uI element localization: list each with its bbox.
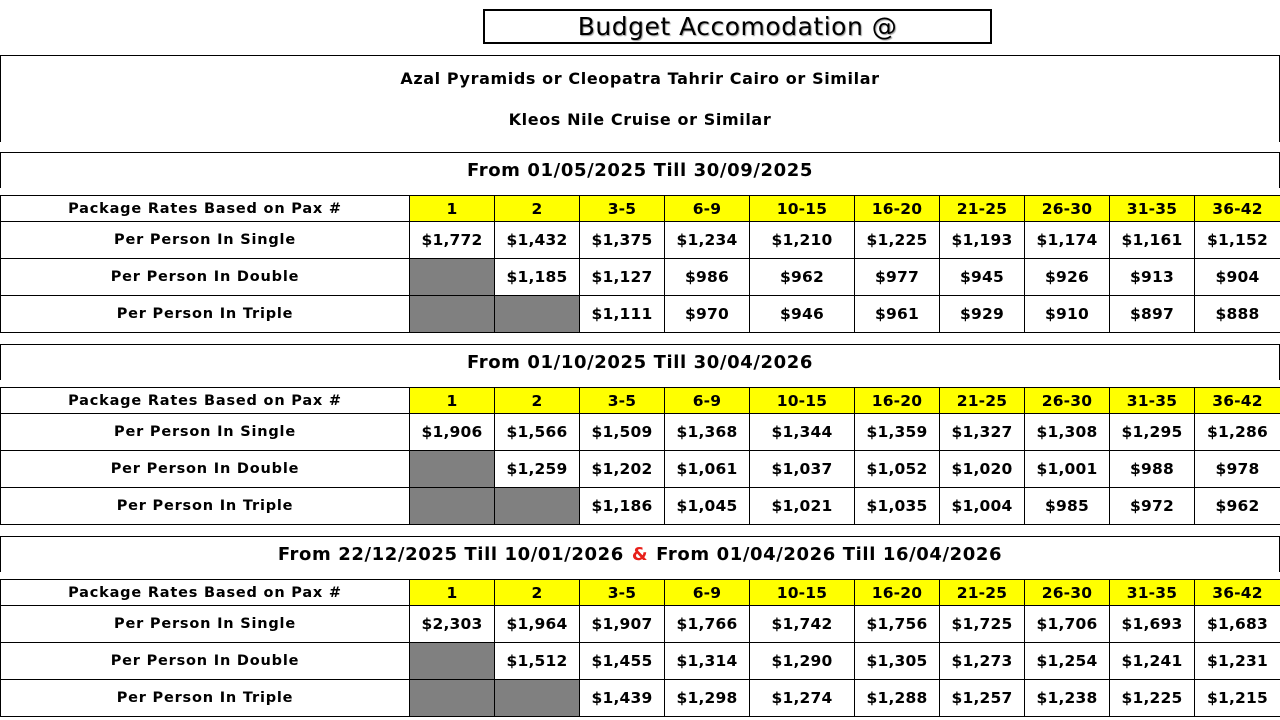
pax-group-header: 31-35 xyxy=(1110,580,1195,606)
pax-group-header: 36-42 xyxy=(1195,196,1280,222)
rate-cell: $1,683 xyxy=(1195,606,1280,643)
pax-group-header: 26-30 xyxy=(1025,196,1110,222)
unavailable-cell xyxy=(410,680,495,717)
rate-cell: $1,225 xyxy=(1110,680,1195,717)
rate-cell: $1,288 xyxy=(855,680,940,717)
rate-cell: $1,234 xyxy=(665,222,750,259)
rate-row-double xyxy=(1,259,1280,296)
pax-group-header: 16-20 xyxy=(855,580,940,606)
header-label: Package Rates Based on Pax # xyxy=(1,580,410,606)
pax-group-header: 3-5 xyxy=(580,388,665,414)
rate-cell: $888 xyxy=(1195,296,1280,333)
pax-group-header: 16-20 xyxy=(855,388,940,414)
unavailable-cell xyxy=(495,488,580,525)
pax-group-header: 26-30 xyxy=(1025,388,1110,414)
pax-group-header: 31-35 xyxy=(1110,196,1195,222)
rate-row-double xyxy=(1,451,1280,488)
rate-cell: $962 xyxy=(750,259,855,296)
rate-cell: $1,772 xyxy=(410,222,495,259)
rate-cell: $1,259 xyxy=(495,451,580,488)
rate-cell: $1,512 xyxy=(495,643,580,680)
rates-table-period-3 xyxy=(0,579,1280,717)
rate-cell: $988 xyxy=(1110,451,1195,488)
hotel-cairo: Azal Pyramids or Cleopatra Tahrir Cairo or Similar xyxy=(400,69,880,88)
rate-cell: $1,273 xyxy=(940,643,1025,680)
header-label: Package Rates Based on Pax # xyxy=(1,388,410,414)
rate-cell: $1,756 xyxy=(855,606,940,643)
pax-group-header: 6-9 xyxy=(665,388,750,414)
pax-group-header: 36-42 xyxy=(1195,388,1280,414)
rate-cell: $1,907 xyxy=(580,606,665,643)
pax-group-header: 1 xyxy=(410,580,495,606)
rate-row-double xyxy=(1,643,1280,680)
rate-cell: $946 xyxy=(750,296,855,333)
rate-cell: $972 xyxy=(1110,488,1195,525)
row-label: Per Person In Single xyxy=(1,222,410,259)
rate-cell: $1,020 xyxy=(940,451,1025,488)
rate-cell: $1,725 xyxy=(940,606,1025,643)
pax-group-header: 6-9 xyxy=(665,196,750,222)
rate-cell: $904 xyxy=(1195,259,1280,296)
rate-cell: $1,432 xyxy=(495,222,580,259)
rate-cell: $1,231 xyxy=(1195,643,1280,680)
rate-cell: $1,202 xyxy=(580,451,665,488)
pax-group-header: 26-30 xyxy=(1025,580,1110,606)
rate-cell: $926 xyxy=(1025,259,1110,296)
row-label: Per Person In Single xyxy=(1,606,410,643)
row-label: Per Person In Triple xyxy=(1,296,410,333)
rate-cell: $1,693 xyxy=(1110,606,1195,643)
rate-row-triple xyxy=(1,488,1280,525)
rate-row-triple xyxy=(1,680,1280,717)
pax-group-header: 10-15 xyxy=(750,580,855,606)
unavailable-cell xyxy=(410,296,495,333)
rate-cell: $1,274 xyxy=(750,680,855,717)
rate-cell: $1,045 xyxy=(665,488,750,525)
header-row xyxy=(1,196,1280,222)
ampersand-separator: & xyxy=(631,544,649,565)
unavailable-cell xyxy=(495,296,580,333)
hotel-cruise: Kleos Nile Cruise or Similar xyxy=(508,110,772,129)
rate-cell: $910 xyxy=(1025,296,1110,333)
rate-cell: $1,327 xyxy=(940,414,1025,451)
rates-table-period-2 xyxy=(0,387,1280,525)
rate-cell: $1,186 xyxy=(580,488,665,525)
rate-row-triple xyxy=(1,296,1280,333)
pax-group-header: 2 xyxy=(495,196,580,222)
period-3-title-part2: From 01/04/2026 Till 16/04/2026 xyxy=(656,544,1003,565)
rate-cell: $1,004 xyxy=(940,488,1025,525)
rate-cell: $1,314 xyxy=(665,643,750,680)
rate-row-single xyxy=(1,414,1280,451)
rate-cell: $1,185 xyxy=(495,259,580,296)
rate-cell: $913 xyxy=(1110,259,1195,296)
rate-cell: $1,375 xyxy=(580,222,665,259)
row-label: Per Person In Double xyxy=(1,259,410,296)
period-3-title xyxy=(0,536,1280,572)
rate-cell: $1,706 xyxy=(1025,606,1110,643)
rate-cell: $970 xyxy=(665,296,750,333)
rate-cell: $1,210 xyxy=(750,222,855,259)
row-label: Per Person In Double xyxy=(1,643,410,680)
period-2-title xyxy=(0,344,1280,380)
rate-cell: $1,152 xyxy=(1195,222,1280,259)
pax-group-header: 21-25 xyxy=(940,196,1025,222)
rate-cell: $1,161 xyxy=(1110,222,1195,259)
rate-cell: $897 xyxy=(1110,296,1195,333)
rate-cell: $1,566 xyxy=(495,414,580,451)
rate-cell: $1,193 xyxy=(940,222,1025,259)
rate-cell: $1,215 xyxy=(1195,680,1280,717)
pax-group-header: 31-35 xyxy=(1110,388,1195,414)
unavailable-cell xyxy=(410,451,495,488)
rate-cell: $1,305 xyxy=(855,643,940,680)
pax-group-header: 3-5 xyxy=(580,580,665,606)
rate-cell: $1,308 xyxy=(1025,414,1110,451)
rate-cell: $1,257 xyxy=(940,680,1025,717)
row-label: Per Person In Triple xyxy=(1,488,410,525)
rate-cell: $1,241 xyxy=(1110,643,1195,680)
pax-group-header: 1 xyxy=(410,388,495,414)
row-label: Per Person In Double xyxy=(1,451,410,488)
rate-cell: $1,001 xyxy=(1025,451,1110,488)
header-row xyxy=(1,580,1280,606)
rate-cell: $1,344 xyxy=(750,414,855,451)
rate-cell: $1,455 xyxy=(580,643,665,680)
rate-cell: $1,906 xyxy=(410,414,495,451)
rate-cell: $978 xyxy=(1195,451,1280,488)
rate-cell: $1,439 xyxy=(580,680,665,717)
rate-cell: $1,061 xyxy=(665,451,750,488)
rate-cell: $961 xyxy=(855,296,940,333)
rate-row-single xyxy=(1,222,1280,259)
rate-cell: $1,127 xyxy=(580,259,665,296)
rate-cell: $1,254 xyxy=(1025,643,1110,680)
rate-cell: $1,286 xyxy=(1195,414,1280,451)
pax-group-header: 10-15 xyxy=(750,196,855,222)
rate-cell: $1,368 xyxy=(665,414,750,451)
rate-cell: $1,225 xyxy=(855,222,940,259)
rate-row-single xyxy=(1,606,1280,643)
header-row xyxy=(1,388,1280,414)
rate-cell: $1,174 xyxy=(1025,222,1110,259)
period-1-title xyxy=(0,152,1280,188)
rate-cell: $1,964 xyxy=(495,606,580,643)
pax-group-header: 36-42 xyxy=(1195,580,1280,606)
unavailable-cell xyxy=(410,259,495,296)
rate-cell: $945 xyxy=(940,259,1025,296)
pax-group-header: 10-15 xyxy=(750,388,855,414)
rate-cell: $1,509 xyxy=(580,414,665,451)
rate-cell: $1,111 xyxy=(580,296,665,333)
header-label: Package Rates Based on Pax # xyxy=(1,196,410,222)
rate-cell: $2,303 xyxy=(410,606,495,643)
rate-cell: $1,359 xyxy=(855,414,940,451)
unavailable-cell xyxy=(410,488,495,525)
rate-cell: $1,035 xyxy=(855,488,940,525)
period-2-title-text: From 01/10/2025 Till 30/04/2026 xyxy=(466,352,814,373)
unavailable-cell xyxy=(495,680,580,717)
row-label: Per Person In Single xyxy=(1,414,410,451)
period-3-title-part1: From 22/12/2025 Till 10/01/2026 xyxy=(277,544,624,565)
pax-group-header: 2 xyxy=(495,580,580,606)
pax-group-header: 21-25 xyxy=(940,580,1025,606)
pax-group-header: 21-25 xyxy=(940,388,1025,414)
pax-group-header: 6-9 xyxy=(665,580,750,606)
rate-cell: $986 xyxy=(665,259,750,296)
rate-cell: $985 xyxy=(1025,488,1110,525)
rate-cell: $1,238 xyxy=(1025,680,1110,717)
pax-group-header: 3-5 xyxy=(580,196,665,222)
rate-cell: $1,298 xyxy=(665,680,750,717)
rate-cell: $1,021 xyxy=(750,488,855,525)
unavailable-cell xyxy=(410,643,495,680)
rate-cell: $1,052 xyxy=(855,451,940,488)
period-1-title-text: From 01/05/2025 Till 30/09/2025 xyxy=(466,160,814,181)
rate-cell: $1,742 xyxy=(750,606,855,643)
rates-table-period-1 xyxy=(0,195,1280,333)
pax-group-header: 2 xyxy=(495,388,580,414)
rate-cell: $1,037 xyxy=(750,451,855,488)
rate-cell: $1,766 xyxy=(665,606,750,643)
rate-cell: $977 xyxy=(855,259,940,296)
rate-cell: $1,295 xyxy=(1110,414,1195,451)
pax-group-header: 16-20 xyxy=(855,196,940,222)
page-title: Budget Accomodation @ xyxy=(483,9,992,44)
rate-cell: $929 xyxy=(940,296,1025,333)
row-label: Per Person In Triple xyxy=(1,680,410,717)
hotels-box xyxy=(0,55,1280,142)
rate-cell: $1,290 xyxy=(750,643,855,680)
rate-cell: $962 xyxy=(1195,488,1280,525)
pax-group-header: 1 xyxy=(410,196,495,222)
